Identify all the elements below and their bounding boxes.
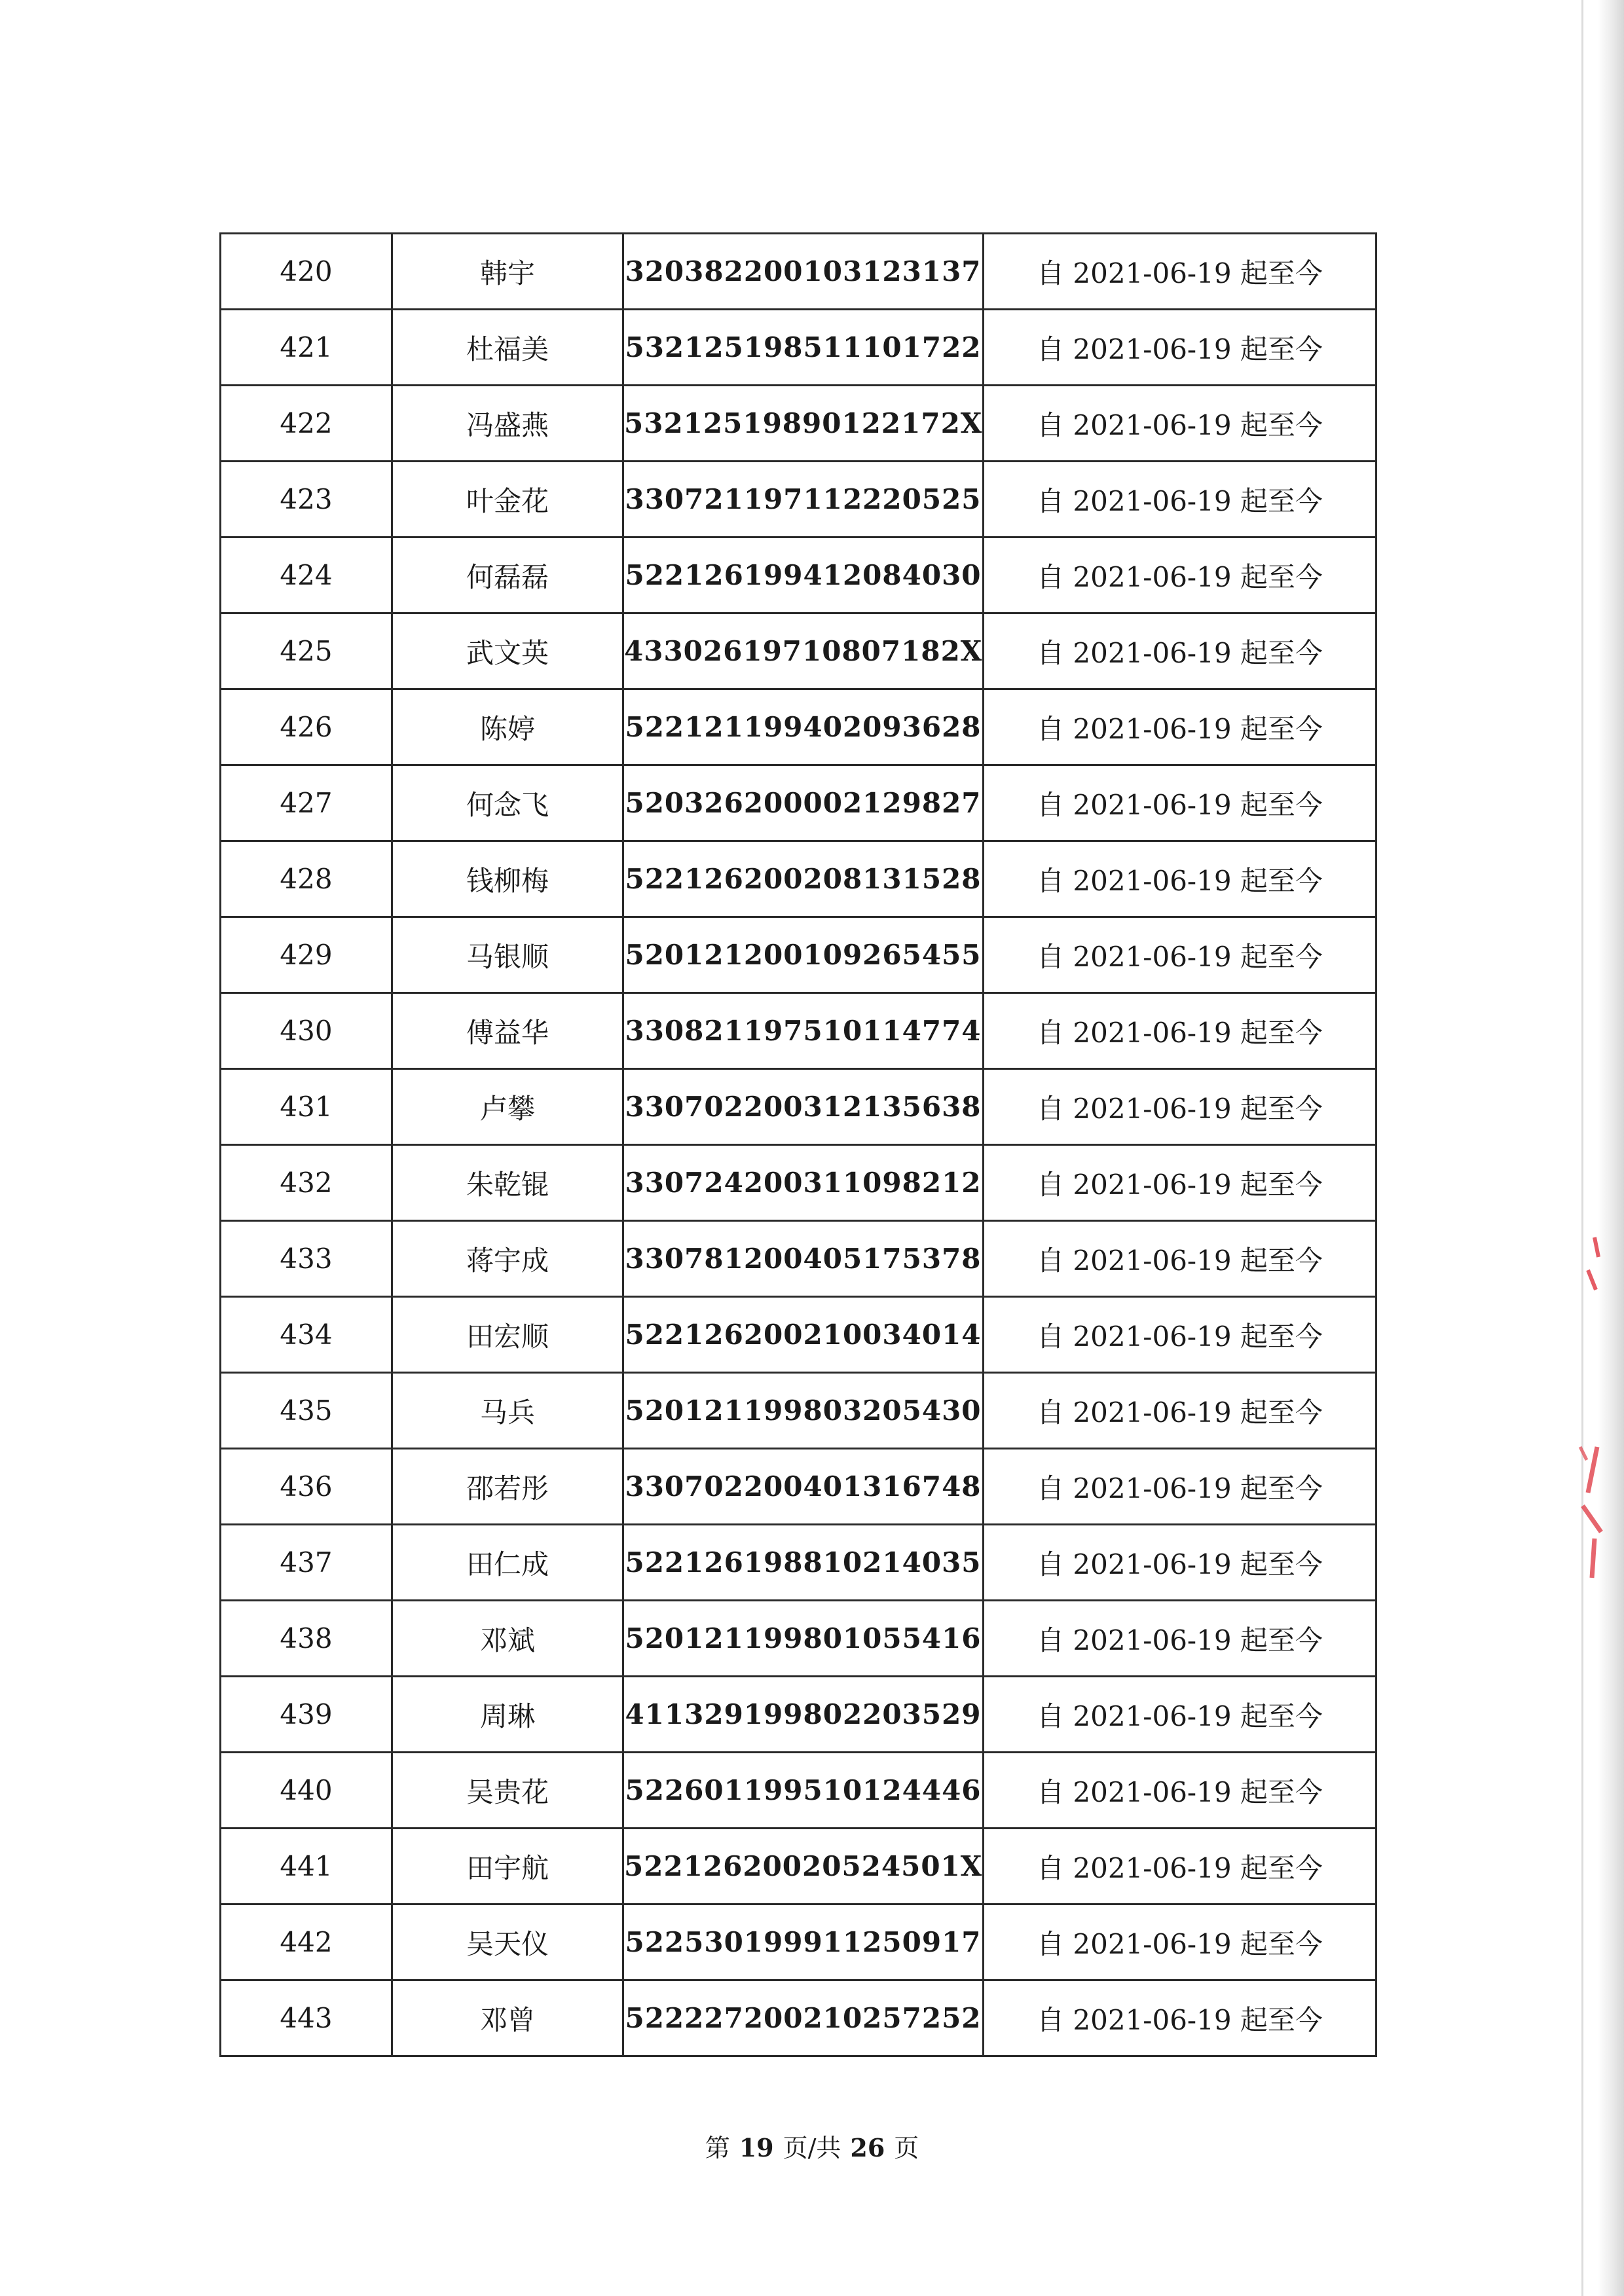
table-row <box>221 1069 1376 1145</box>
cell-date: 自 2021-06-19 起至今 <box>984 1677 1376 1753</box>
cell-name: 杜福美 <box>392 310 623 386</box>
cell-id-number: 522126198810214035 <box>623 1525 984 1601</box>
cell-date: 自 2021-06-19 起至今 <box>984 1221 1376 1297</box>
cell-id-number: 520326200002129827 <box>623 765 984 841</box>
cell-id-number: 330781200405175378 <box>623 1221 984 1297</box>
cell-date: 自 2021-06-19 起至今 <box>984 1904 1376 1980</box>
cell-name: 钱柳梅 <box>392 841 623 917</box>
cell-number: 423 <box>221 462 392 538</box>
cell-name: 何念飞 <box>392 765 623 841</box>
table-row <box>221 538 1376 613</box>
table-row <box>221 613 1376 689</box>
cell-id-number: 520121199803205430 <box>623 1373 984 1449</box>
cell-number: 443 <box>221 1980 392 2056</box>
cell-id-number: 330702200401316748 <box>623 1449 984 1525</box>
cell-name: 韩宇 <box>392 234 623 310</box>
cell-name: 田仁成 <box>392 1525 623 1601</box>
cell-date: 自 2021-06-19 起至今 <box>984 993 1376 1069</box>
cell-id-number: 522601199510124446 <box>623 1753 984 1829</box>
cell-number: 421 <box>221 310 392 386</box>
table-row <box>221 1753 1376 1829</box>
table-row <box>221 841 1376 917</box>
cell-date: 自 2021-06-19 起至今 <box>984 1601 1376 1677</box>
cell-id-number: 43302619710807182X <box>623 613 984 689</box>
cell-name: 田宇航 <box>392 1829 623 1904</box>
cell-number: 433 <box>221 1221 392 1297</box>
table-row <box>221 1829 1376 1904</box>
table-row <box>221 1297 1376 1373</box>
cell-date: 自 2021-06-19 起至今 <box>984 310 1376 386</box>
cell-number: 432 <box>221 1145 392 1221</box>
cell-name: 傅益华 <box>392 993 623 1069</box>
cell-name: 邓斌 <box>392 1601 623 1677</box>
cell-number: 430 <box>221 993 392 1069</box>
cell-date: 自 2021-06-19 起至今 <box>984 917 1376 993</box>
table-row <box>221 1980 1376 2056</box>
cell-number: 428 <box>221 841 392 917</box>
cell-number: 422 <box>221 386 392 462</box>
cell-id-number: 52212620020524501X <box>623 1829 984 1904</box>
cell-id-number: 522126200208131528 <box>623 841 984 917</box>
scan-edge-line <box>1581 0 1583 2296</box>
footer-middle: 页/共 <box>783 2134 841 2162</box>
cell-number: 440 <box>221 1753 392 1829</box>
cell-name: 邓曾 <box>392 1980 623 2056</box>
table-row <box>221 1449 1376 1525</box>
table-row <box>221 917 1376 993</box>
cell-number: 435 <box>221 1373 392 1449</box>
cell-date: 自 2021-06-19 起至今 <box>984 386 1376 462</box>
table-row <box>221 1677 1376 1753</box>
cell-number: 431 <box>221 1069 392 1145</box>
seal-fragment-icon <box>1568 1231 1614 1584</box>
roster-body <box>221 234 1376 2056</box>
cell-id-number: 320382200103123137 <box>623 234 984 310</box>
cell-name: 武文英 <box>392 613 623 689</box>
cell-name: 周琳 <box>392 1677 623 1753</box>
cell-date: 自 2021-06-19 起至今 <box>984 841 1376 917</box>
table-row <box>221 993 1376 1069</box>
cell-name: 陈婷 <box>392 689 623 765</box>
cell-id-number: 53212519890122172X <box>623 386 984 462</box>
cell-date: 自 2021-06-19 起至今 <box>984 1753 1376 1829</box>
cell-date: 自 2021-06-19 起至今 <box>984 1145 1376 1221</box>
table-row <box>221 1904 1376 1980</box>
cell-date: 自 2021-06-19 起至今 <box>984 613 1376 689</box>
cell-id-number: 522126200210034014 <box>623 1297 984 1373</box>
cell-number: 420 <box>221 234 392 310</box>
cell-number: 424 <box>221 538 392 613</box>
scan-edge-shadow <box>1598 0 1624 2296</box>
cell-date: 自 2021-06-19 起至今 <box>984 462 1376 538</box>
table-row <box>221 386 1376 462</box>
cell-name: 何磊磊 <box>392 538 623 613</box>
cell-number: 436 <box>221 1449 392 1525</box>
cell-date: 自 2021-06-19 起至今 <box>984 1449 1376 1525</box>
cell-name: 吴贵花 <box>392 1753 623 1829</box>
cell-id-number: 330821197510114774 <box>623 993 984 1069</box>
cell-id-number: 522227200210257252 <box>623 1980 984 2056</box>
cell-number: 442 <box>221 1904 392 1980</box>
cell-date: 自 2021-06-19 起至今 <box>984 1297 1376 1373</box>
footer-suffix: 页 <box>894 2134 919 2162</box>
footer-page-number: 19 <box>739 2133 774 2162</box>
cell-date: 自 2021-06-19 起至今 <box>984 1525 1376 1601</box>
table-row <box>221 1601 1376 1677</box>
table-row <box>221 1525 1376 1601</box>
cell-id-number: 520121200109265455 <box>623 917 984 993</box>
cell-id-number: 411329199802203529 <box>623 1677 984 1753</box>
cell-date: 自 2021-06-19 起至今 <box>984 1980 1376 2056</box>
table-row <box>221 1221 1376 1297</box>
cell-date: 自 2021-06-19 起至今 <box>984 1829 1376 1904</box>
cell-name: 马银顺 <box>392 917 623 993</box>
cell-id-number: 522126199412084030 <box>623 538 984 613</box>
table-row <box>221 310 1376 386</box>
cell-id-number: 330702200312135638 <box>623 1069 984 1145</box>
cell-id-number: 330721197112220525 <box>623 462 984 538</box>
table-row <box>221 462 1376 538</box>
cell-name: 吴天仪 <box>392 1904 623 1980</box>
cell-number: 434 <box>221 1297 392 1373</box>
cell-date: 自 2021-06-19 起至今 <box>984 765 1376 841</box>
cell-id-number: 522121199402093628 <box>623 689 984 765</box>
cell-name: 卢攀 <box>392 1069 623 1145</box>
footer-total-pages: 26 <box>850 2133 885 2162</box>
cell-name: 邵若彤 <box>392 1449 623 1525</box>
cell-name: 田宏顺 <box>392 1297 623 1373</box>
cell-number: 427 <box>221 765 392 841</box>
cell-date: 自 2021-06-19 起至今 <box>984 1373 1376 1449</box>
cell-date: 自 2021-06-19 起至今 <box>984 234 1376 310</box>
cell-name: 冯盛燕 <box>392 386 623 462</box>
table-row <box>221 689 1376 765</box>
cell-number: 441 <box>221 1829 392 1904</box>
cell-date: 自 2021-06-19 起至今 <box>984 689 1376 765</box>
cell-id-number: 522530199911250917 <box>623 1904 984 1980</box>
footer-prefix: 第 <box>705 2134 730 2162</box>
table-row <box>221 234 1376 310</box>
table-row <box>221 1145 1376 1221</box>
cell-number: 437 <box>221 1525 392 1601</box>
cell-name: 叶金花 <box>392 462 623 538</box>
cell-number: 438 <box>221 1601 392 1677</box>
roster-table <box>219 232 1377 2057</box>
cell-name: 蒋宇成 <box>392 1221 623 1297</box>
cell-name: 朱乾锟 <box>392 1145 623 1221</box>
cell-id-number: 532125198511101722 <box>623 310 984 386</box>
cell-date: 自 2021-06-19 起至今 <box>984 1069 1376 1145</box>
cell-id-number: 330724200311098212 <box>623 1145 984 1221</box>
cell-number: 429 <box>221 917 392 993</box>
table-row <box>221 1373 1376 1449</box>
table-row <box>221 765 1376 841</box>
cell-name: 马兵 <box>392 1373 623 1449</box>
cell-id-number: 520121199801055416 <box>623 1601 984 1677</box>
page-footer <box>0 2128 1624 2164</box>
cell-date: 自 2021-06-19 起至今 <box>984 538 1376 613</box>
cell-number: 426 <box>221 689 392 765</box>
cell-number: 425 <box>221 613 392 689</box>
cell-number: 439 <box>221 1677 392 1753</box>
